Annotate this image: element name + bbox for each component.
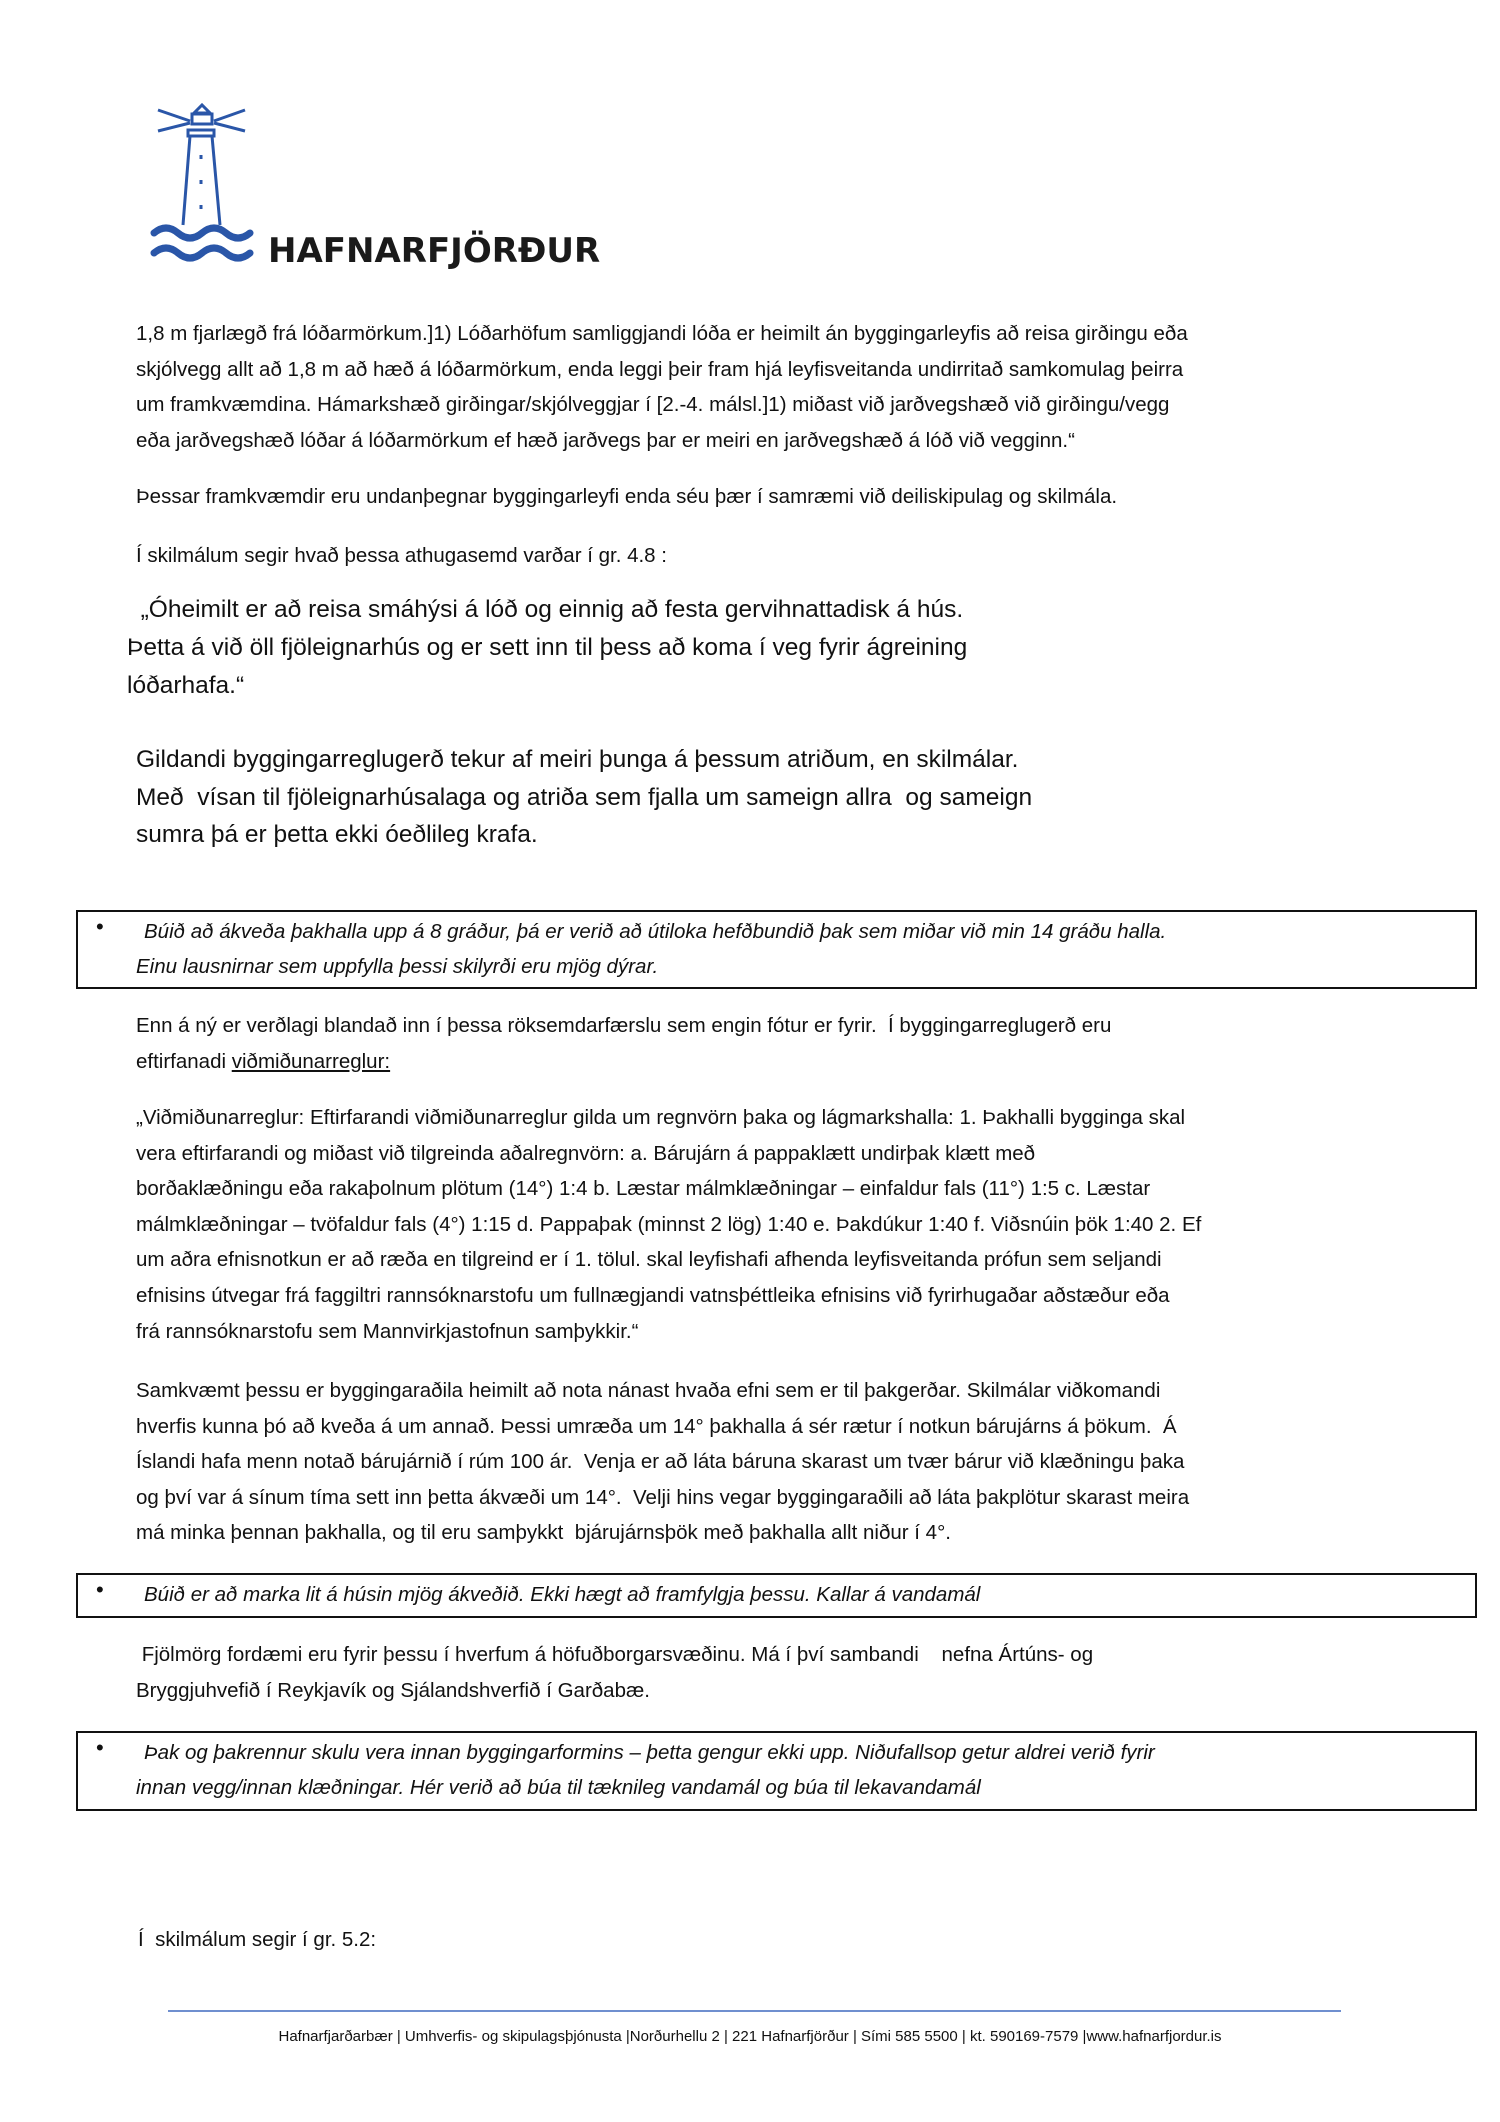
bullet-icon: • bbox=[96, 914, 104, 939]
objection-box-colors bbox=[76, 1573, 1477, 1618]
paragraph-fence-rules bbox=[136, 316, 1188, 458]
text-line bbox=[136, 1044, 1111, 1080]
quote-reference-rules bbox=[136, 1100, 1201, 1349]
text-line: frá rannsóknarstofu sem Mannvirkjastofnun samþykkir.“ bbox=[136, 1319, 639, 1343]
text-line: málmklæðningar – tvöfaldur fals (4°) 1:15 d. Pappaþak (minnst 2 lög) 1:40 e. Þakdúkur 1:40 f. Viðsnúin þök 1:40 2. Ef bbox=[136, 1212, 1202, 1236]
logo-text: HAFNARFJÖRÐUR bbox=[268, 231, 601, 271]
text-line: Fjölmörg fordæmi eru fyrir þessu í hverfum á höfuðborgarsvæðinu. Má í því sambandi nefna Ártúns- og bbox=[136, 1643, 1094, 1666]
paragraph-price-argument bbox=[136, 1008, 1111, 1079]
text-line: efnisins útvegar frá faggiltri rannsóknarstofu um fullnægjandi vatnsþéttleika efnisins við fyrirhugaðar aðstæður eða bbox=[136, 1283, 1170, 1307]
quote-terms-4-8 bbox=[127, 591, 967, 705]
footer-address: Hafnarfjarðarbær | Umhverfis- og skipulagsþjónusta |Norðurhellu 2 | 221 Hafnarfjörður | Sími 585 5500 | kt. 590169-7579 |www.hafnarfjordur.is bbox=[278, 2028, 1222, 2045]
text-line: Gildandi byggingarreglugerð tekur af meiri þunga á þessum atriðum, en skilmálar. bbox=[136, 746, 1019, 773]
objection-box-gutters bbox=[76, 1731, 1477, 1811]
text-line: má minka þennan þakhalla, og til eru samþykkt bjárujárnsþök með þakhalla allt niður í 4°. bbox=[136, 1521, 951, 1545]
text-line: 1,8 m fjarlægð frá lóðarmörkum.]1) Lóðarhöfum samliggjandi lóða er heimilt án byggingarleyfis að reisa girðingu eða bbox=[136, 322, 1188, 345]
paragraph-exemption bbox=[136, 479, 1117, 515]
objection-text-line: Búið að ákveða þakhalla upp á 8 gráður, þá er verið að útiloka hefðbundið þak sem miðar við min 14 gráðu halla. bbox=[144, 920, 1167, 943]
objection-text-line: Þak og þakrennur skulu vera innan byggingarformins – þetta gengur ekki upp. Niðufallsop getur aldrei verið fyrir bbox=[144, 1741, 1155, 1764]
paragraph-terms-5-2 bbox=[138, 1922, 376, 1958]
text-line: „Óheimilt er að reisa smáhýsi á lóð og einnig að festa gervihnattadisk á hús. bbox=[127, 596, 964, 623]
text-line: Þetta á við öll fjöleignarhús og er sett inn til þess að koma í veg fyrir ágreining bbox=[127, 634, 968, 661]
text-line: „Viðmiðunarreglur: Eftirfarandi viðmiðunarreglur gilda um regnvörn þaka og lágmarkshalla: 1. Þakhalli bygginga skal bbox=[136, 1106, 1186, 1129]
paragraph-roof-materials bbox=[136, 1373, 1189, 1551]
text-line: um framkvæmdina. Hámarkshæð girðingar/skjólveggjar í [2.-4. málsl.]1) miðast við jarðvegshæð við girðingu/vegg bbox=[136, 393, 1170, 417]
bullet-icon: • bbox=[96, 1577, 104, 1602]
text-line: Í skilmálum segir hvað þessa athugasemd varðar í gr. 4.8 : bbox=[136, 544, 667, 567]
objection-box-roof-pitch bbox=[76, 910, 1477, 989]
text-line: Bryggjuhvefið í Reykjavík og Sjálandshverfið í Garðabæ. bbox=[136, 1678, 650, 1702]
text-line: Íslandi hafa menn notað bárujárnið í rúm 100 ár. Venja er að láta báruna skarast um tvær bárur við klæðningu þaka bbox=[136, 1450, 1185, 1474]
text-line: vera eftirfarandi og miðast við tilgreinda aðalregnvörn: a. Bárujárn á pappaklætt undirþak klætt með bbox=[136, 1141, 1036, 1165]
bullet-icon: • bbox=[96, 1735, 104, 1760]
underlined-term: viðmiðunarreglur: bbox=[231, 1049, 391, 1073]
objection-text-line: innan vegg/innan klæðningar. Hér verið að búa til tæknileg vandamál og búa til lekavandamál bbox=[136, 1776, 981, 1799]
text-line: skjólvegg allt að 1,8 m að hæð á lóðarmörkum, enda leggi þeir fram hjá leyfisveitanda undirritað samkomulag þeirra bbox=[136, 357, 1184, 381]
text-line: sumra þá er þetta ekki óeðlileg krafa. bbox=[136, 821, 538, 848]
paragraph-terms-intro bbox=[136, 538, 667, 574]
text-line: Með vísan til fjöleignarhúsalaga og atriða sem fjalla um sameign allra og sameign bbox=[136, 783, 1033, 811]
text-span: eftirfanadi bbox=[136, 1049, 232, 1073]
text-line: og því var á sínum tíma sett inn þetta ákvæði um 14°. Velji hins vegar byggingaraðili að láta þakplötur skarast meira bbox=[136, 1485, 1190, 1509]
footer-divider bbox=[168, 2010, 1341, 2012]
text-line: Þessar framkvæmdir eru undanþegnar byggingarleyfi enda séu þær í samræmi við deiliskipulag og skilmála. bbox=[136, 485, 1118, 508]
text-line: Í skilmálum segir í gr. 5.2: bbox=[138, 1928, 377, 1951]
text-line: um aðra efnisnotkun er að ræða en tilgreind er í 1. tölul. skal leyfishafi afhenda leyfisveitanda prófun sem seljandi bbox=[136, 1248, 1162, 1272]
text-line: lóðarhafa.“ bbox=[127, 672, 245, 699]
paragraph-regulation-weight bbox=[136, 741, 1032, 854]
objection-text-line: Búið er að marka lit á húsin mjög ákveðið. Ekki hægt að framfylgja þessu. Kallar á vandamál bbox=[144, 1583, 981, 1606]
text-line: Samkvæmt þessu er byggingaraðila heimilt að nota nánast hvaða efni sem er til þakgerðar. Skilmálar viðkomandi bbox=[136, 1379, 1161, 1402]
text-line: Enn á ný er verðlagi blandað inn í þessa röksemdarfærslu sem engin fótur er fyrir. Í byggingarreglugerð eru bbox=[136, 1014, 1112, 1037]
text-line: hverfis kunna þó að kveða á um annað. Þessi umræða um 14° þakhalla á sér rætur í notkun bárujárns á þökum. Á bbox=[136, 1414, 1177, 1438]
objection-text-line: Einu lausnirnar sem uppfylla þessi skilyrði eru mjög dýrar. bbox=[136, 955, 659, 978]
lighthouse-icon bbox=[150, 95, 660, 280]
paragraph-precedents bbox=[136, 1637, 1093, 1708]
hafnarfjordur-logo bbox=[150, 95, 660, 280]
text-line: eða jarðvegshæð lóðar á lóðarmörkum ef hæð jarðvegs þar er meiri en jarðvegshæð á lóð við vegginn.“ bbox=[136, 428, 1075, 452]
text-line: borðaklæðningu eða rakaþolnum plötum (14°) 1:4 b. Læstar málmklæðningar – einfaldur fals (11°) 1:5 c. Læstar bbox=[136, 1177, 1151, 1201]
